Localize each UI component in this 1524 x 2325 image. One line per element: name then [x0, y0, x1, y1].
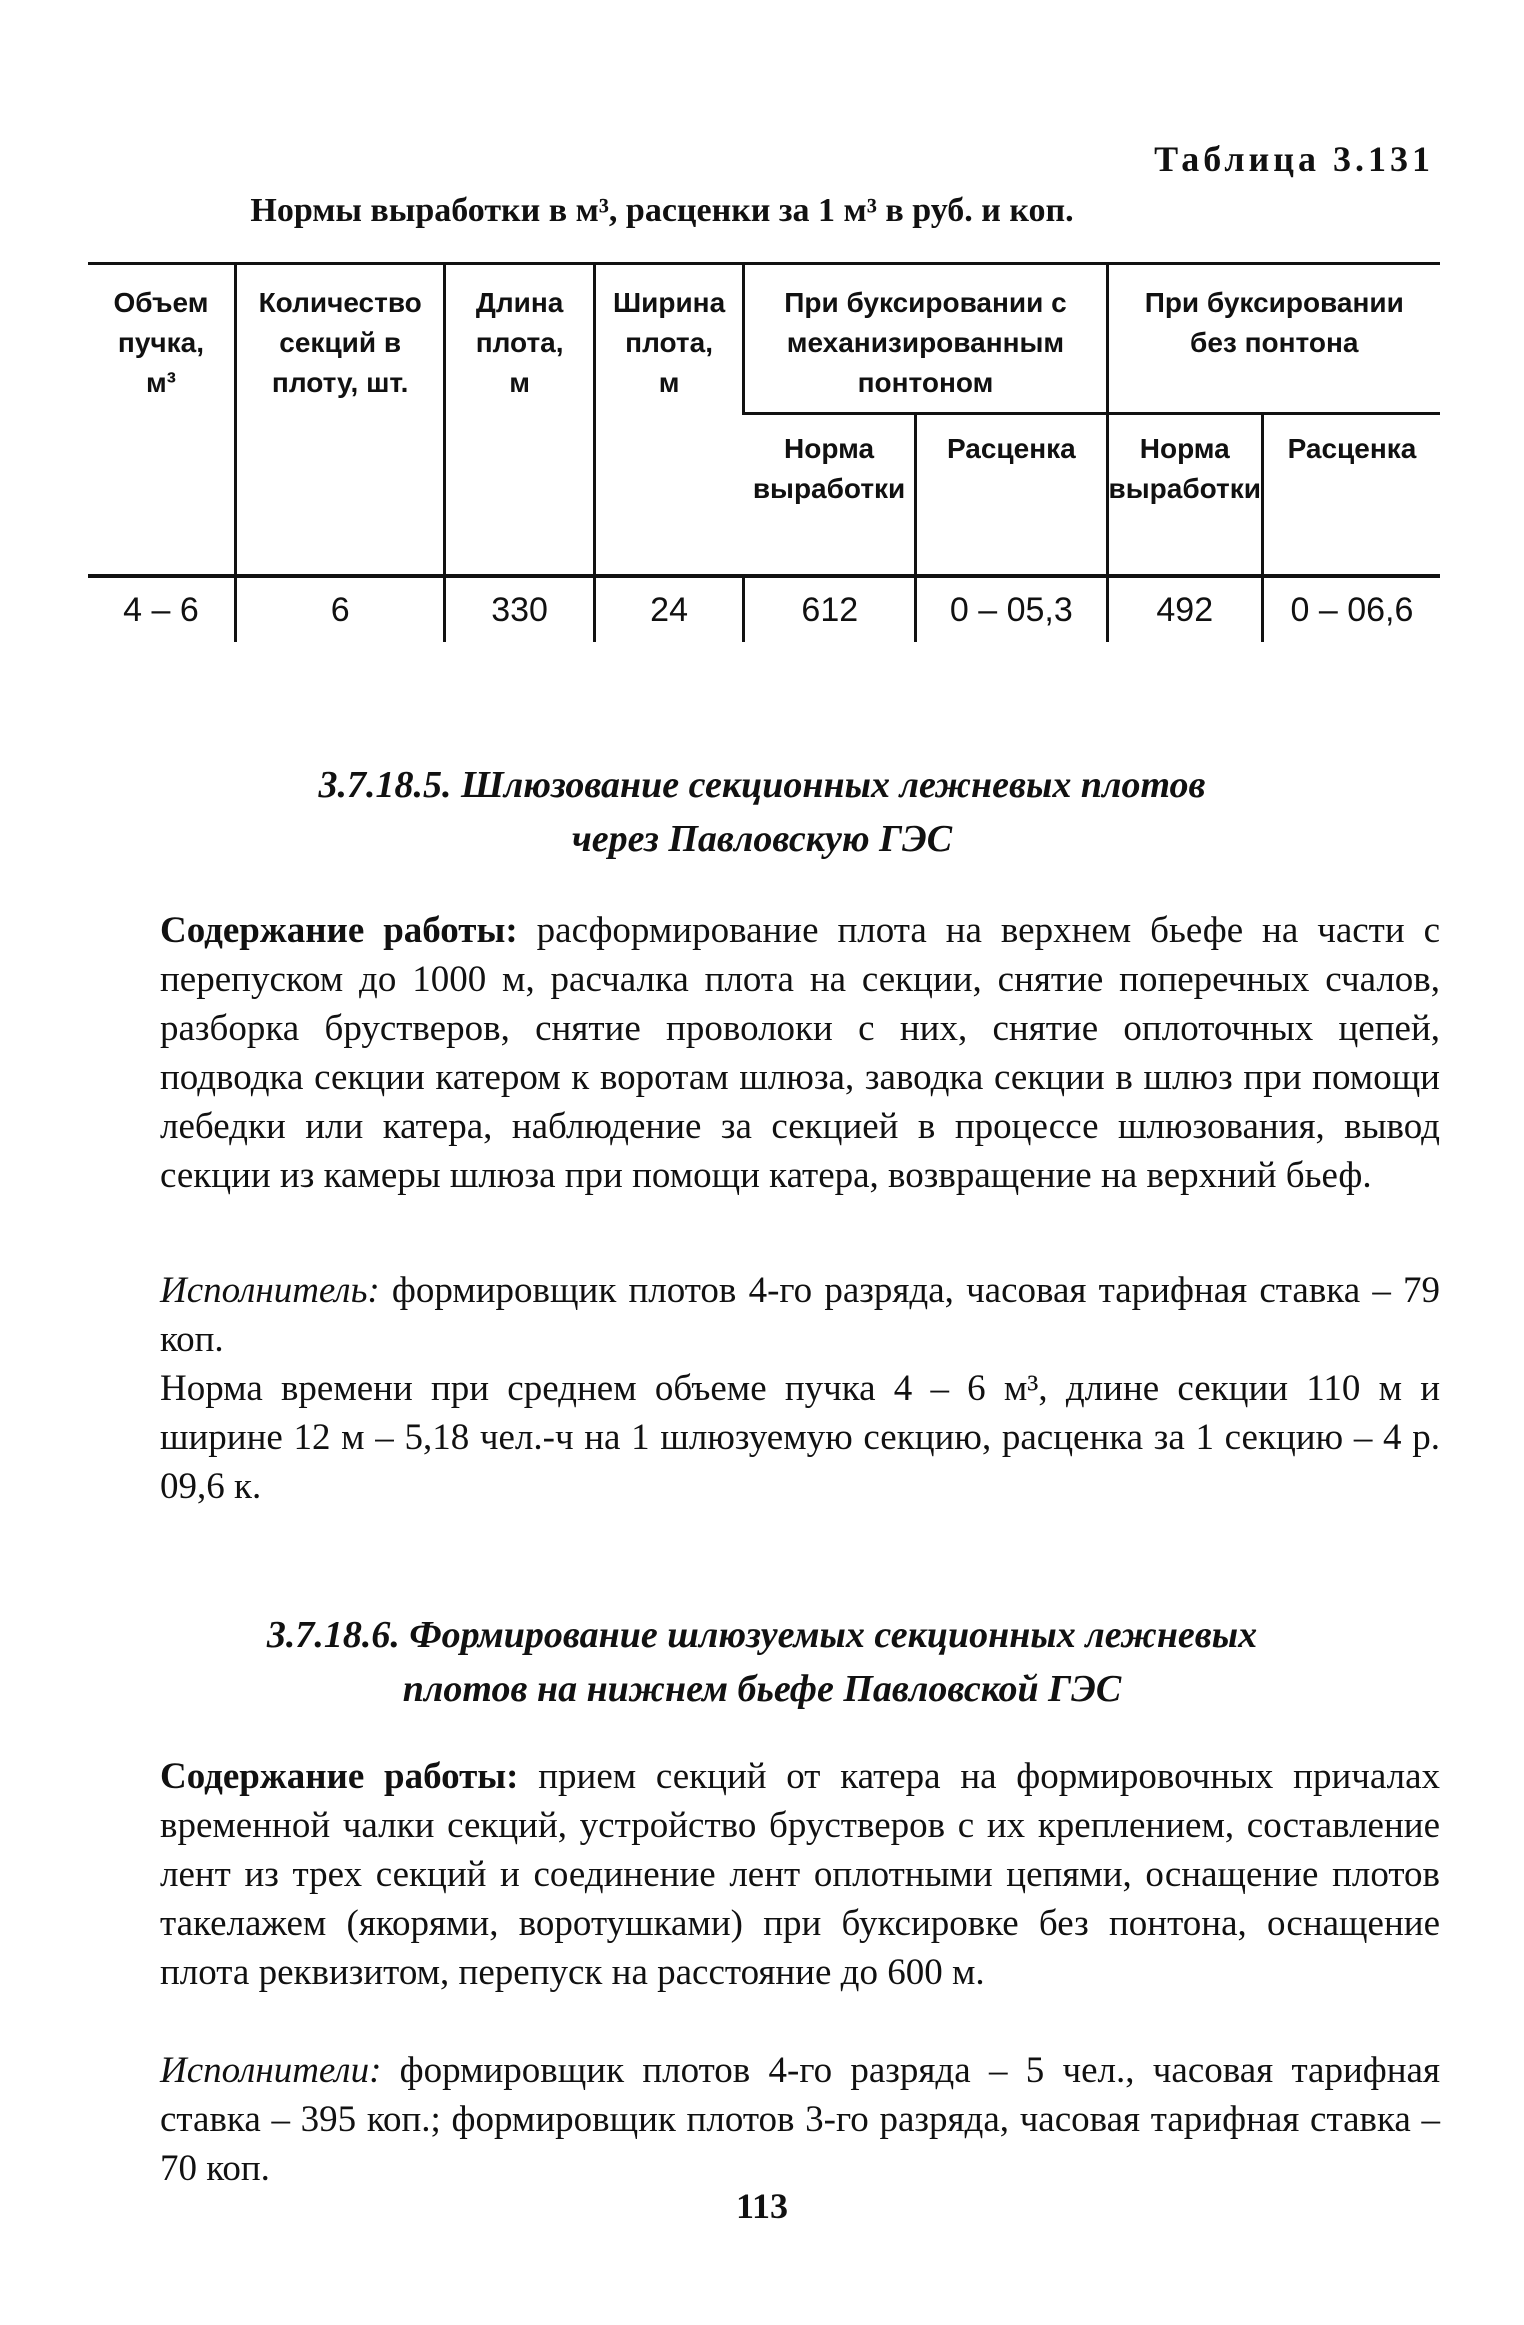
- header-width: Ширина плота, м: [594, 264, 744, 576]
- section-heading-2: [0, 1608, 1524, 1716]
- cell-norm-without: 492: [1107, 576, 1262, 642]
- performers-label-2: Исполнители:: [160, 2050, 382, 2091]
- table-row: [88, 576, 1440, 642]
- table-caption-text: Нормы выработки в м³, расценки за 1 м³ в руб. и коп.: [250, 192, 1074, 229]
- section1-performer: [160, 1266, 1440, 1364]
- cell-rate-with: 0 – 05,3: [916, 576, 1107, 642]
- section-heading-1: [0, 758, 1524, 866]
- section-heading-2-line1: 3.7.18.6. Формирование шлюзуемых секционных лежневых: [266, 1614, 1258, 1656]
- table-caption: [0, 192, 1524, 230]
- cell-norm-with: 612: [744, 576, 916, 642]
- page-number: 113: [735, 2186, 788, 2226]
- section-heading-2-line2: плотов на нижнем бьефе Павловской ГЭС: [402, 1668, 1122, 1710]
- header-without-pontoon: При буксировании без понтона: [1107, 264, 1440, 414]
- cell-rate-without: 0 – 06,6: [1262, 576, 1440, 642]
- header-norm-with: Норма выработки: [744, 414, 916, 576]
- section-heading-1-line1: 3.7.18.5. Шлюзование секционных лежневых плотов: [318, 764, 1206, 806]
- cell-volume: 4 – 6: [88, 576, 235, 642]
- content-text-1: расформирование плота на верхнем бьефе на части с перепуском до 1000 м, расчалка плота на секции, снятие поперечных счалов, разборка брустверов, снятие проволоки с них, снятие оплоточных цепей, подводка секции катером к воротам шлюза, заводка секции в шлюз при помощи лебедки или катера, наблюдение за секцией в процессе шлюзования, вывод секции из камеры шлюза при помощи катера, возвращение на верхний бьеф.: [160, 910, 1441, 1196]
- section1-content: [160, 906, 1440, 1200]
- content-label-1: Содержание работы:: [160, 910, 518, 951]
- performers-text-2: формировщик плотов 4-го разряда – 5 чел., часовая тарифная ставка – 395 коп.; формировщик плотов 3-го разряда, часовая тарифная ставка – 70 коп.: [160, 2050, 1441, 2189]
- table-number: Таблица 3.131: [1154, 139, 1434, 179]
- content-text-2: прием секций от катера на формировочных причалах временной чалки секций, устройство брустверов с их креплением, составление лент из трех секций и соединение лент оплотными цепями, оснащение плотов такелажем (якорями, воротушками) при буксировке без понтона, оснащение плота реквизитом, перепуск на расстояние до 600 м.: [160, 1756, 1441, 1993]
- cell-sections: 6: [235, 576, 445, 642]
- section2-performers: [160, 2046, 1440, 2193]
- header-norm-without: Норма выработки: [1107, 414, 1262, 576]
- cell-length: 330: [445, 576, 594, 642]
- header-with-pontoon: При буксировании с механизированным понтоном: [744, 264, 1107, 414]
- norm-text-1: Норма времени при среднем объеме пучка 4 – 6 м³, длине секции 110 м и ширине 12 м – 5,18 чел.-ч на 1 шлюзуемую секцию, расценка за 1 секцию – 4 р. 09,6 к.: [160, 1368, 1440, 1507]
- header-length: Длина плота, м: [445, 264, 594, 576]
- norms-table: [88, 262, 1440, 642]
- cell-width: 24: [594, 576, 744, 642]
- section1-norm: [160, 1364, 1440, 1511]
- performer-label-1: Исполнитель:: [160, 1270, 380, 1311]
- section2-content: [160, 1752, 1440, 1997]
- content-label-2: Содержание работы:: [160, 1756, 519, 1797]
- section-heading-1-line2: через Павловскую ГЭС: [571, 818, 953, 860]
- header-rate-with: Расценка: [916, 414, 1107, 576]
- header-volume: Объем пучка, м³: [88, 264, 235, 576]
- header-rate-without: Расценка: [1262, 414, 1440, 576]
- performer-text-1: формировщик плотов 4-го разряда, часовая тарифная ставка – 79 коп.: [160, 1270, 1441, 1360]
- header-sections: Количество секций в плоту, шт.: [235, 264, 445, 576]
